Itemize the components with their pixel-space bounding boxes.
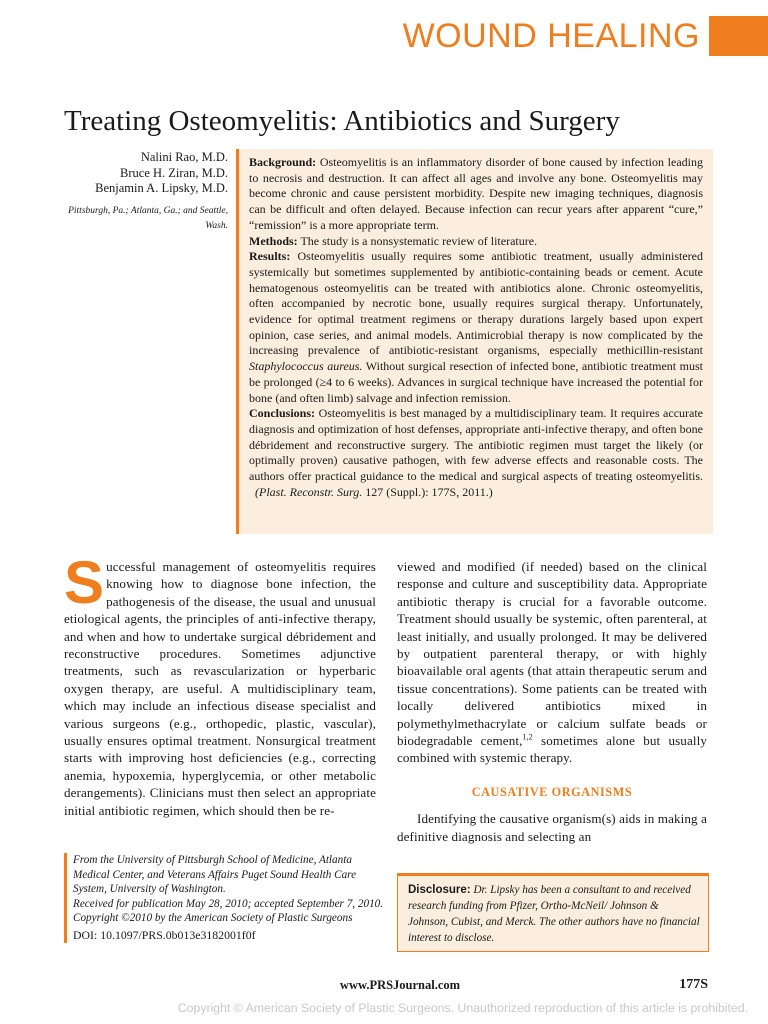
paragraph-text: uccessful management of osteomyelitis requires knowing how to diagnose bone infection, the pathogenesis of the disease, the usual and unusual etiological agents, the principles of anti-infective therapy, and when and how to undertake surgical débridement and reconstructive procedures. Sometimes adjunctive treatments, such as revascularization or hyperbaric oxygen therapy, are useful. A multidisciplinary team, which may include an infectious disease specialist and various surgeons (e.g., orthopedic, plastic, vascular), usually ensures optimal treatment. Nonsurgical treatment starts with improving host deficiencies (e.g., correcting anemia, hypoxemia, hyperglycemia, or other metabolic derangements). Clinicians must then select an appropriate initial antibiotic regimen, which should then be re-	[64, 559, 376, 818]
abstract-methods	[249, 234, 703, 250]
disclosure-box	[397, 873, 709, 952]
article-footnote	[64, 853, 385, 943]
doi-link[interactable]: DOI: 10.1097/PRS.0b013e3182001f0f	[73, 927, 256, 942]
citation-journal: (Plast. Reconstr. Surg.	[255, 484, 363, 499]
body-column-right	[397, 558, 707, 845]
organism-name: Staphylococcus aureus.	[249, 359, 363, 374]
author-name: Nalini Rao, M.D.	[140, 150, 228, 164]
author-locations: Pittsburgh, Pa.; Atlanta, Ga.; and Seattle, Wash.	[68, 205, 228, 231]
section-heading: CAUSATIVE ORGANISMS	[471, 784, 633, 799]
author-list	[62, 150, 228, 234]
reference-superscript[interactable]: 1,2	[522, 732, 533, 742]
footnote-copyright: Copyright ©2010 by the American Society of Plastic Surgeons	[73, 912, 353, 925]
abstract-label: Background:	[249, 155, 317, 169]
citation-details: 127 (Suppl.): 177S, 2011.)	[365, 484, 493, 499]
body-paragraph	[397, 810, 707, 845]
author-name: Bruce H. Ziran, M.D.	[120, 165, 228, 180]
abstract-text: Osteomyelitis usually requires some antibiotic treatment, usually administered systemically but sometimes supplemented by antibiotic-containing beads or cement. Acute hematogenous osteomyelitis can be treated with antibiotics alone. Chronic osteomyelitis, often accompanied by necrotic bone, usually requires surgical therapy. Unfortunately, evidence for optimal treatment regimens or therapy durations largely based upon expert opinion, case series, and animal models. Antimicrobial therapy is now complicated by the increasing prevalence of antibiotic-resistant organisms, especially methicillin-resistant	[249, 249, 703, 358]
abstract-conclusions	[249, 406, 703, 500]
abstract-text: Osteomyelitis is an inflammatory disorder of bone caused by infection leading to necrosis and destruction. It can affect all ages and involve any bone. Osteomyelitis may become chronic and cause persistent morbidity. Despite new imaging techniques, diagnosis can be difficult and often delayed. Because infection can recur years after apparent “cure,” “remission” is a more appropriate term.	[249, 155, 704, 232]
author-name: Benjamin A. Lipsky, M.D.	[95, 181, 228, 195]
body-paragraph	[397, 558, 707, 767]
body-column-left	[64, 549, 376, 848]
abstract-background	[249, 155, 703, 234]
footnote-received: Received for publication May 28, 2010; accepted September 7, 2010.	[73, 897, 384, 910]
abstract-label: Conclusions:	[249, 406, 316, 421]
abstract-results	[249, 249, 703, 406]
article-title: Treating Osteomyelitis: Antibiotics and Surgery	[64, 105, 620, 137]
paragraph-text: viewed and modified (if needed) based on the clinical response and culture and susceptibility data. Appropriate antibiotic therapy is crucial for a favorable outcome. Treatment should usually be systemic, often parenteral, at least initially, and usually prolonged. It may be delivered by outpatient parenteral therapy, or with highly bioavailable oral agents (that attain therapeutic serum and tissue concentrations). Some patients can be treated with locally delivered antibiotics mixed in polymethylmethacrylate or calcium sulfate beads or biodegradable cement,	[397, 559, 707, 749]
disclosure-label: Disclosure:	[408, 884, 471, 896]
body-paragraph	[64, 549, 376, 819]
abstract-text: Osteomyelitis is best managed by a multidisciplinary team. It requires accurate diagnosis and optimization of host defenses, appropriate anti-infective therapy, and often bone débridement and reconstructive surgery. The antibiotic regimen must target the likely (or optimally proven) causative pathogen, with few adverse effects and reasonable costs. The authors offer practical guidance to the medical and surgical aspects of treating osteomyelitis.	[249, 406, 704, 484]
page-number: 177S	[679, 977, 708, 992]
abstract-box	[236, 149, 713, 534]
section-label: WOUND HEALING	[402, 17, 700, 55]
footnote-origin: From the University of Pittsburgh School of Medicine, Atlanta Medical Center, and Veterans Affairs Puget Sound Health Care System, University of Washington.	[73, 854, 357, 896]
abstract-text: The study is a nonsystematic review of literature.	[300, 233, 538, 248]
abstract-label: Results:	[249, 249, 291, 264]
section-accent-bar	[709, 16, 768, 56]
disclosure-text: Dr. Lipsky has been a consultant to and received research funding from Pfizer, Ortho-McNeil/ Johnson & Johnson, Cubist, and Merck. The other authors have no financial interest to disclose.	[408, 884, 700, 944]
copyright-notice: Copyright © American Society of Plastic Surgeons. Unauthorized reproduction of this article is prohibited.	[177, 1001, 748, 1015]
paragraph-text: sometimes alone but usually combined with systemic therapy.	[397, 733, 707, 766]
paragraph-text: Identifying the causative organism(s) aids in making a definitive diagnosis and selecting an	[397, 811, 707, 844]
journal-website-link[interactable]: www.PRSJournal.com	[339, 978, 461, 992]
abstract-text: Without surgical resection of infected bone, antibiotic treatment must be prolonged (≥4 to 6 weeks). Advances in surgical technique have increased the potential for bone (and often limb) salvage and infection remission.	[249, 359, 703, 405]
abstract-label: Methods:	[249, 233, 298, 248]
drop-cap: S	[64, 549, 105, 616]
